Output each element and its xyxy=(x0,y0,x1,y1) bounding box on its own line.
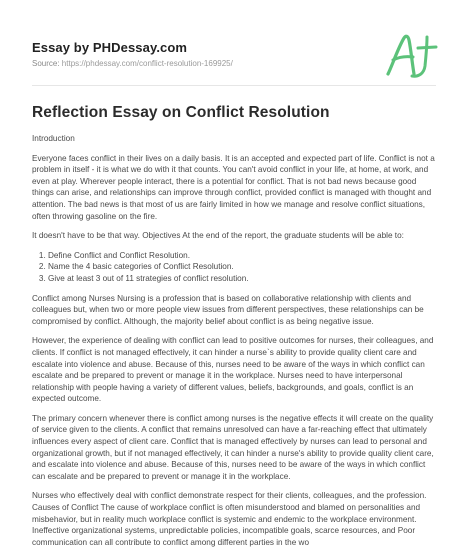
paragraph: It doesn't have to be that way. Objectives At the end of the report, the graduate students will be able to: xyxy=(32,231,404,241)
intro-heading: Introduction xyxy=(32,134,75,143)
paragraph: Conflict among Nurses Nursing is a profession that is based on collaborative relationship with clients and colleagues but, when two or more people view issues from different perspectives, these relationships can be compromised by conflict. Although, the majority belief about conflict is as being negative issue. xyxy=(32,293,424,326)
list-item: 1. Define Conflict and Conflict Resolution. xyxy=(48,250,438,262)
header-divider xyxy=(32,85,436,86)
site-brand[interactable]: Essay by PHDessay.com xyxy=(32,40,188,55)
list-item: 2. Name the 4 basic categories of Conflict Resolution. xyxy=(48,261,438,273)
a-plus-logo-icon xyxy=(382,30,440,80)
source-url-link[interactable]: https://phdessay.com/conflict-resolution-169925/ xyxy=(61,59,233,68)
paragraph: However, the experience of dealing with conflict can lead to positive outcomes for nurses, their colleagues, and clients. If conflict is not managed effectively, it can hinder a nurse`s ability to provide quality client care and escalate into violence and abuse. Because of this, nurses need to be aware of the ways in which conflict can escalate and be prepared to prevent or manage it in the workplace. Nurses need to have interpersonal relationship with people having a variety of different values, beliefs, backgrounds, and goals, conflict is an expected outcome. xyxy=(32,336,434,404)
list-item: 3. Give at least 3 out of 11 strategies of conflict resolution. xyxy=(48,273,438,285)
essay-body xyxy=(32,133,438,556)
objectives-list xyxy=(32,250,438,285)
essay-title: Reflection Essay on Conflict Resolution xyxy=(32,104,330,121)
paragraph: Everyone faces conflict in their lives on a daily basis. It is an accepted and expected part of life. Conflict is not a problem in itself - it is what we do with it that counts. You can't avoid conflict in your life, at home, at work, and even at play. Wherever people interact, there is a potential for conflict. That is not bad news because good things can arise, and relationships can improve through conflict, provided conflict is managed with thought and attention. The bad news is that most of us are fairly limited in how we manage and resolve conflict situations, often throwing gasoline on the fire. xyxy=(32,153,435,221)
source-label: Source: xyxy=(32,59,62,68)
paragraph: Nurses who effectively deal with conflict demonstrate respect for their clients, colleagues, and the profession. Causes of Conflict The cause of workplace conflict is often misunderstood and blamed on personalities and misbehavior, but in reality much workplace conflict is systemic and endemic to the workplace environment. Ineffective organizational systems, unpredictable policies, incompatible goals, scarce resources, and Poor communication can all contribute to conflict among different parties in the wo xyxy=(32,491,427,547)
paragraph: The primary concern whenever there is conflict among nurses is the negative effects it will create on the quality of service given to the clients. A conflict that remains unresolved can have a far-reaching effect that ultimately influences every aspect of client care. Conflict that is managed effectively by nurses can lead to personal and organizational growth, but if not managed effectively, it can hinder a nurse's ability to provide quality client care, and escalate into violence and abuse. Because of this, nurses need to be aware of the ways in which conflict can escalate and be prepared to prevent or manage it in the workplace. xyxy=(32,413,434,481)
source-line xyxy=(32,59,233,68)
